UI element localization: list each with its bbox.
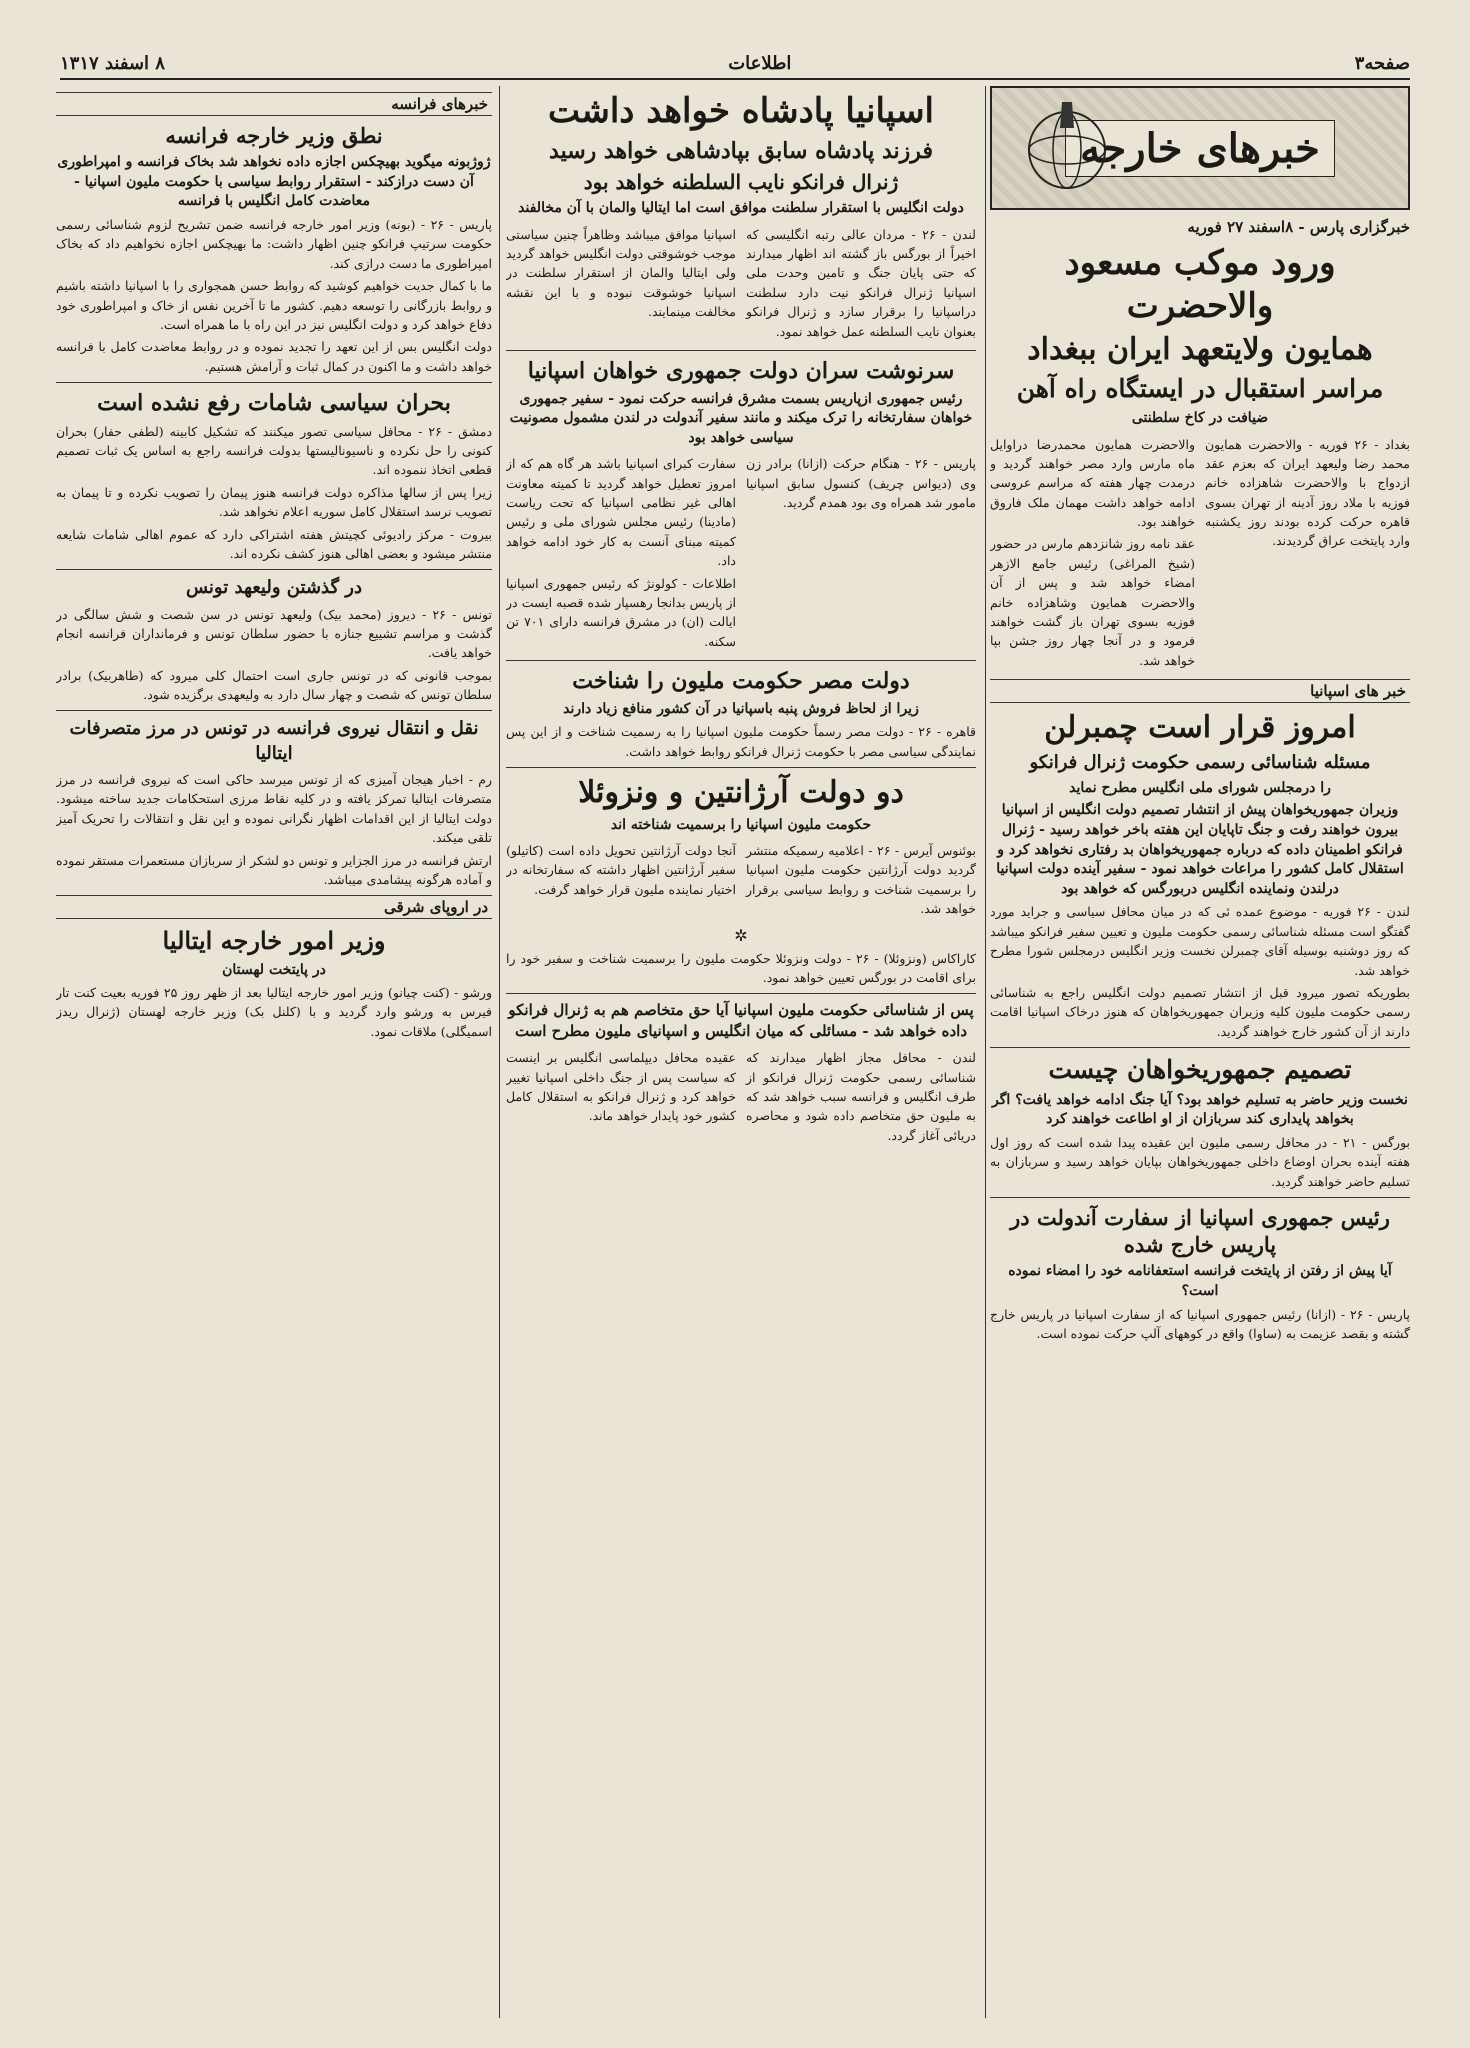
headline: دو دولت آرژانتین و ونزوئلا (578, 775, 904, 810)
paragraph: پاریس - ۲۶ - هنگام حرکت (ازانا) برادر زن وی (دیواس چریف) کنسول سابق اسپانیا مامور شد همراه وی بود همدم گردید. (746, 456, 976, 511)
paragraph: قاهره - ۲۶ - دولت مصر رسماً حکومت ملیون اسپانیا را به رسمیت شناخت و از این پس نمایندگی سیاسی مصر با حکومت ژنرال فرانکو روابط خواهد داشت. (506, 724, 976, 759)
headline: اسپانیا پادشاه خواهد داشت (547, 91, 935, 131)
headline: ورود موکب مسعود والاحضرت (1064, 243, 1336, 326)
headline: بحران سیاسی شامات رفع نشده است (97, 390, 451, 417)
headline: پس از شناسائی حکومت ملیون اسپانیا آیا حق متخاصم هم به ژنرال فرانکو داده خواهد شد - مسائلی که میان انگلیس و اسپانیای ملیون مطرح است (508, 1001, 974, 1041)
subheadline: ژنرال فرانکو نایب السلطنه خواهد بود (583, 170, 899, 195)
paragraph: اسپانیا موافق میباشد وظاهراً چنین سیاستی موجب خوشوقتی دولت انگلیس خواهد گردید ولی ایتالیا والمان از استقرار سلطنت در اسپانیا خوشوقت نبوده و با این نقشه مخالفت مینمایند. (506, 226, 736, 320)
page-label: صفحه۳ (1354, 52, 1410, 74)
left-column (56, 86, 492, 2018)
deck: نخست وزیر حاضر به تسلیم خواهد بود؟ آیا جنگ ادامه خواهد یافت؟ اگر بخواهد پایداری کند سربازان از او اطاعت خواهند کرد (992, 1091, 1408, 1128)
paragraph: دولت انگلیس بس از این تعهد را تجدید نموده و در روابط معاضدت کامل با فرانسه خواهد داشت و ما اکنون در کمال ثبات و آرامش هستیم. (56, 339, 492, 374)
deck: در پایتخت لهستان (222, 961, 326, 978)
paragraph: پاریس - ۲۶ - (ازانا) رئیس جمهوری اسپانیا که از سفارت اسپانیا در پاریس خارج گشته و بقصد عزیمت به (ساوا) واقع در کوههای آلپ حرکت نموده است. (990, 1306, 1410, 1342)
star-ornament-icon: ✲ (734, 925, 748, 945)
paragraph: ارتش فرانسه در مرز الجزایر و تونس دو لشکر از سربازان مستعمرات مستقر نموده و آماده هرگونه پیشامدی میباشد. (56, 852, 492, 887)
divider (506, 993, 976, 994)
article-body (506, 1045, 976, 1148)
section-label: خبرهای فرانسه (56, 92, 492, 116)
paragraph: سفارت کبرای اسپانیا باشد هر گاه هم که از امروز تعطیل خواهد گردید تا کمیته معاونت اهالی غیر نظامی اسپانیا که تحت ریاست (مادینا) رئیس مجلس شورای ملی و رئیس کمیته مبنای آنست به کار خود ادامه خواهد داد. (506, 456, 736, 569)
deck: ژوژبونه میگوید بهیچکس اجازه داده نخواهد شد بخاک فرانسه و امپراطوری آن دست درازکند - استقرار روابط سیاسی با حکومت ملیون اسپانیا - معاضدت کامل انگلیس با فرانسه (57, 154, 491, 210)
paragraph: عقیده محافل دیپلماسی انگلیس بر اینست که سیاست پس از جنگ داخلی اسپانیا تغییر خواهد کرد و ژنرال فرانکو به استقلال کامل کشور خود پایدار خواهد ماند. (506, 1050, 736, 1124)
paragraph: بیروت - مرکز رادیوئی کچیتش هفته اشتراکی دارد که عموم اهالی شامات شایعه منتشر میشود و بعضی اهالی هنوز کشف نکرده اند. (56, 526, 492, 561)
section-label: در اروپای شرقی (56, 895, 492, 919)
paragraph: والاحضرت همایون محمدرضا دراوایل ماه مارس وارد مصر خواهند گردید و درمدت چهار هفته که مراسم عروسی ادامه خواهد داشت مهمان ملک فاروق خواهند بود. (990, 436, 1195, 530)
paragraph: اطلاعات - کولونژ که رئیس جمهوری اسپانیا از پاریس بدانجا رهسپار شده قصبه ایست در ایالت (ان) در مشرق فرانسه دارای ۷۰۱ تن سکنه. (506, 575, 736, 649)
headline: در گذشتن ولیعهد تونس (185, 577, 363, 599)
headline: نطق وزیر خارجه فرانسه (165, 123, 383, 148)
deck: رئیس جمهوری ازپاریس بسمت مشرق فرانسه حرکت نمود - سفیر جمهوری خواهان سفارتخانه را ترک میکند و مانند سفیر آندولت در لندن مشمول مصونیت سیاسی خواهد بود (509, 390, 973, 446)
paragraph: لندن - ۲۶ - مردان عالی رتبه انگلیسی که اخیراً از بورگس باز گشته اند اظهار میدارند که حتی پایان جنگ و تامین وحدت ملی اسپانیا ژنرال فرانکو نیت دارد سلطنت دراسپانیا را برقرار سازد و ژنرال فرانکو بعنوان نایب السلطنه عمل خواهد نمود. (746, 226, 976, 339)
divider (990, 1197, 1410, 1198)
paragraph: بورگس - ۲۱ - در محافل رسمی ملیون این عقیده پیدا شده است که روز اول هفته آینده بحران اوضاع داخلی جمهوریخواهان بپایان خواهد رسید و سربازان به تسلیم حاضر خواهند گردید. (990, 1134, 1410, 1189)
headline: امروز قرار است چمبرلن (1044, 710, 1356, 746)
date-label: ۸ اسفند ۱۳۱۷ (60, 52, 165, 74)
subheadline: ضیافت در کاخ سلطنتی (1131, 410, 1269, 426)
divider (506, 350, 976, 351)
headline: سرنوشت سران دولت جمهوری خواهان اسپانیا (527, 357, 955, 384)
deck: آیا پیش از رفتن از پایتخت فرانسه استعفانامه خود را امضاء نموده است؟ (1008, 1263, 1392, 1300)
paragraph: بغداد - ۲۶ فوریه - والاحضرت همایون محمد رضا ولیعهد ایران که بعزم عقد ازدواج با والاحضرت شاهزاده خانم فوزیه با ملاد روز آدینه از تهران بسوی قاهره حرکت کرده بودند روز یکشنبه وارد پایتخت عراق گردیدند. (1205, 436, 1410, 549)
headline: تصمیم جمهوریخواهان چیست (1048, 1055, 1352, 1085)
paragraph: بطوریکه تصور میرود قبل از انتشار تصمیم دولت انگلیس راجع به شناسائی رسمی حکومت ملیون کلیه وزیران جمهوریخواهان که هنوز درخاک اسپانیا اقامت دارند از آن کشور خارج خواهند گردید. (990, 984, 1410, 1039)
headline: رئیس جمهوری اسپانیا از سفارت آندولت در پاریس خارج شده (1010, 1204, 1390, 1258)
paragraph: لندن - محافل مجاز اظهار میدارند که شناسائی رسمی حکومت ژنرال فرانکو از طرف انگلیس و فرانسه سبب خواهد شد که به ملیون حق متخاصم داده شود و محاصره دریائی آغاز گردد. (746, 1050, 976, 1143)
subheadline: مراسر استقبال در ایستگاه راه آهن (1016, 373, 1384, 403)
subheadline: را درمجلس شورای ملی انگلیس مطرح نماید (1069, 779, 1331, 796)
headline: وزیر امور خارجه ایتالیا (162, 926, 386, 956)
paragraph: دمشق - ۲۶ - محافل سیاسی تصور میکنند که تشکیل کابینه (لطفی حفار) بحران کنونی را حل نکرده و ناسیونالیستها بدولت فرانسه راجع به اساس یک ثبات تصمیم قطعی اتخاذ ننموده اند. (56, 423, 492, 478)
foreign-news-banner (990, 86, 1410, 210)
divider (990, 1047, 1410, 1048)
banner-title: خبرهای خارجه (1065, 120, 1335, 177)
article-body (506, 451, 976, 654)
divider (506, 660, 976, 661)
deck: وزیران جمهوریخواهان پیش از انتشار تصمیم دولت انگلیس از اسپانیا بیرون خواهند رفت و جنگ تاپایان این هفته باخر خواهد رسید - ژنرال فرانکو اطمینان داده که درباره جمهوریخواهان بد رفتاری نخواهد کرد و استقلال کامل کشور را مراعات خواهد نمود - سفیر آینده دولت اسپانیا درلندن ونماینده انگلیس دربورگس که خواهد بود (996, 802, 1404, 897)
paper-name: اطلاعات (728, 52, 792, 74)
article-body (506, 838, 976, 922)
paragraph: ورشو - (کنت چیانو) وزیر امور خارجه ایتالیا بعد از ظهر روز ۲۵ فوریه بعیت کنت تار فیرس به ورشو وارد گردید و با (کلنل بک) وزیر خارجه لهستان (ژنرال ریدز اسمیگلی) ملاقات نمود. (56, 985, 492, 1039)
paragraph: بوئنوس آیرس - ۲۶ - اعلامیه رسمیکه منتشر گردید دولت آرژانتین حکومت ملیون اسپانیا را برسمیت شناخت و روابط سیاسی برقرار خواهد شد. (746, 843, 976, 917)
paragraph: لندن - ۲۶ فوریه - موضوع عمده ئی که در میان محافل سیاسی و جراید مورد گفتگو است مسئله شناسائی رسمی حکومت ملیون و تعیین سفیر فرانکو میباشد که روز دوشنبه بوسیله آقای چمبرلن نخست وزیر انگلیس درمجلس شورا مطرح خواهد شد. (990, 904, 1410, 978)
section-label: خبر های اسپانیا (990, 679, 1410, 703)
divider (56, 710, 492, 711)
paragraph: بموجب قانونی که در تونس جاری است احتمال کلی میرود که (طاهربیک) برادر سلطان تونس که شصت و چهار سال دارد به ولیعهدی برگزیده شود. (56, 667, 492, 703)
article-body (506, 222, 976, 344)
paragraph: زیرا پس از سالها مذاکره دولت فرانسه هنوز پیمان را تصویب نکرده و تا پیمان به تصویب نرسد استقلال کامل سوریه اعلام نخواهد شد. (56, 484, 492, 520)
headline: نقل و انتقال نیروی فرانسه در تونس در مرز متصرفات ایتالیا (69, 718, 479, 764)
paragraph: کاراکاس (ونزوئلا) - ۲۶ - دولت ونزوئلا حکومت ملیون را برسمیت شناخت و سفیر خود را برای اقامت در بورگس تعیین خواهد نمود. (506, 950, 976, 985)
column-divider (499, 86, 500, 2018)
divider (56, 382, 492, 383)
deck: حکومت ملیون اسپانیا را برسمیت شناخته اند (610, 816, 872, 833)
subheadline: فرزند پادشاه سابق بپادشاهی خواهد رسید (549, 137, 933, 164)
column-divider (985, 86, 986, 2018)
headline: دولت مصر حکومت ملیون را شناخت (572, 668, 910, 695)
paragraph: عقد نامه روز شانزدهم مارس در حضور (شیخ المراغی) رئیس جامع الازهر امضاء خواهد شد و پس از آن والاحضرت همایون وشاهزاده خانم فوزیه بسوی تهران باز گشت خواهند فرمود و در آنجا چهار روز جشن بپا خواهد شد. (990, 536, 1195, 668)
masthead (60, 48, 1410, 80)
dateline: خبرگزاری پارس - ۸اسفند ۲۷ فوریه (1187, 218, 1410, 236)
paragraph: تونس - ۲۶ - دیروز (محمد بیک) ولیعهد تونس در سن شصت و شش سالگی در گذشت و مراسم تشییع جنازه با حضور سلطان تونس و فرمانداران فرانسه انجام خواهد یافت. (56, 606, 492, 661)
paragraph: ما با کمال جدیت خواهیم کوشید که روابط حسن همجواری را با اسپانیا داشته باشیم و روابط بازرگانی را توسعه دهیم. کشور ما تا آخرین نفس از خاک و امپراطوری خود دفاع خواهد کرد و دولت انگلیس نیز در این راه با ما همراه است. (56, 278, 492, 332)
globe-rocket-icon (1012, 98, 1122, 198)
deck: زیرا از لحاظ فروش پنبه باسپانیا در آن کشور منافع زیاد دارند (563, 700, 919, 717)
right-column (990, 86, 1410, 2018)
deck: دولت انگلیس با استقرار سلطنت موافق است اما ایتالیا والمان با آن مخالفند (518, 200, 964, 217)
middle-column (506, 86, 976, 2018)
paragraph: رم - اخبار هیجان آمیزی که از تونس میرسد حاکی است که نیروی فرانسه در مرز متصرفات ایتالیا تمرکز یافته و در کلیه نقاط مرزی استحکامات جدید ساخته میشود. دولت ایتالیا از این اقدامات اظهار نگرانی نموده و این نقل و انتقالات را تحریک آمیز تلقی میکند. (56, 772, 492, 846)
subheadline: مسئله شناسائی رسمی حکومت ژنرال فرانکو (1029, 751, 1371, 773)
paragraph: آنجا دولت آرژانتین تحویل داده است (کاتیلو) سفیر آرژانتین اظهار داشته که سفارتخانه در اختیار نماینده ملیون قرار خواهد گرفت. (506, 843, 736, 897)
headline: همایون ولایتعهد ایران ببغداد (1027, 332, 1373, 367)
divider (506, 767, 976, 768)
divider (56, 569, 492, 570)
paragraph: پاریس - ۲۶ - (بونه) وزیر امور خارجه فرانسه ضمن تشریح لزوم شناسائی رسمی حکومت سرتیپ فرانکو چنین اظهار داشت: ما بهیچکس اجازه نخواهیم داد که بخاک امپراطوری ما دست درازی کند. (56, 217, 492, 271)
article-body (990, 432, 1410, 674)
